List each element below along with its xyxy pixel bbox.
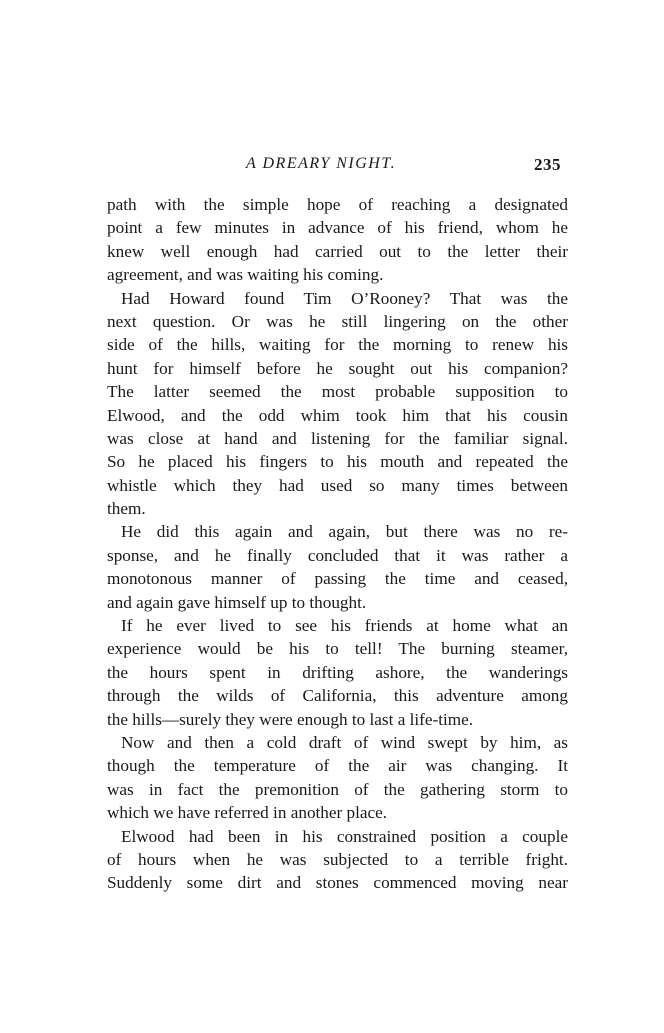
text-line: Now and then a cold draft of wind swept by him, as	[121, 732, 568, 752]
text-line: Had Howard found Tim O’Rooney? That was the	[121, 288, 568, 308]
text-line: though the temperature of the air was changing. It	[107, 756, 568, 776]
text-line: path with the simple hope of reaching a designated	[107, 195, 568, 214]
text-line: Suddenly some dirt and stones commenced moving near	[107, 873, 568, 893]
text-line: was close at hand and listening for the familiar signal.	[107, 428, 568, 448]
text-line: experience would be his to tell! The burning steamer,	[107, 639, 568, 659]
text-line: whistle which they had used so many times between	[107, 475, 568, 495]
text-line: So he placed his fingers to his mouth and repeated the	[107, 452, 568, 472]
text-line: Elwood, and the odd whim took him that his cousin	[107, 405, 568, 425]
text-line: next question. Or was he still lingering on the other	[107, 311, 568, 331]
text-line: If he ever lived to see his friends at home what an	[121, 616, 568, 636]
text-line: the hills—surely they were enough to last a life-time.	[107, 709, 474, 729]
body-text	[107, 193, 568, 895]
text-line: side of the hills, waiting for the morning to renew his	[107, 335, 568, 355]
text-line: was in fact the premonition of the gathering storm to	[107, 779, 568, 799]
running-title: A DREARY NIGHT.	[246, 155, 397, 172]
page-number: 235	[534, 155, 561, 174]
text-line: them.	[107, 499, 146, 519]
text-line: monotonous manner of passing the time and ceased,	[107, 569, 568, 589]
text-line: the hours spent in drifting ashore, the wanderings	[107, 662, 568, 682]
text-line: hunt for himself before he sought out his companion?	[107, 358, 568, 378]
text-line: knew well enough had carried out to the letter their	[107, 241, 568, 261]
text-line: point a few minutes in advance of his friend, whom he	[107, 218, 568, 238]
text-line: Elwood had been in his constrained position a couple	[121, 826, 568, 846]
running-head	[0, 155, 664, 179]
text-line: The latter seemed the most probable supposition to	[107, 382, 568, 402]
text-line: agreement, and was waiting his coming.	[107, 265, 384, 285]
text-line: sponse, and he finally concluded that it was rather a	[107, 545, 568, 565]
text-line: He did this again and again, but there was no re-	[121, 522, 568, 542]
text-line: and again gave himself up to thought.	[107, 592, 367, 612]
text-line: through the wilds of California, this adventure among	[107, 686, 568, 706]
text-line: which we have referred in another place.	[107, 803, 388, 823]
text-line: of hours when he was subjected to a terrible fright.	[107, 849, 568, 869]
